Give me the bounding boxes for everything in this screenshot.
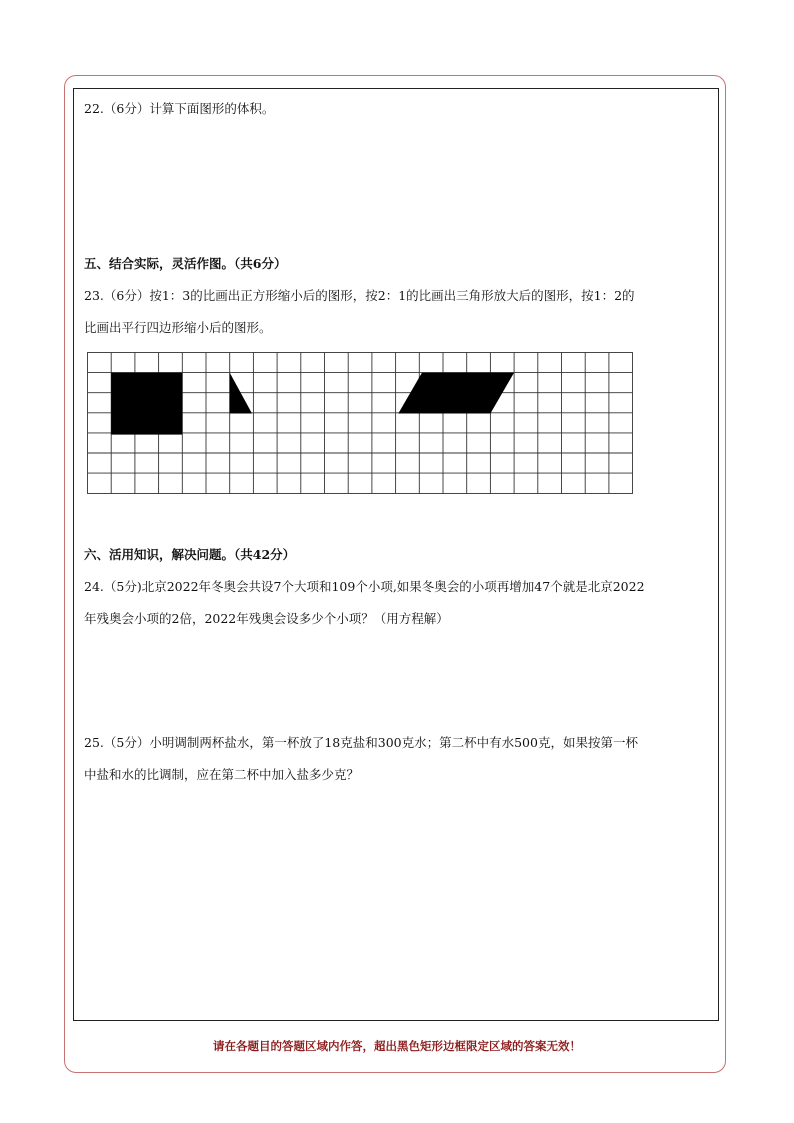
question-24-line-2: 年残奥会小项的2倍，2022年残奥会设多少个小项？（用方程解）: [84, 611, 449, 626]
question-25-line-2: 中盐和水的比调制，应在第二杯中加入盐多少克？: [84, 767, 360, 782]
question-22: 22.（6分）计算下面图形的体积。: [84, 101, 275, 116]
question-23-line-1: 23.（6分）按1：3的比画出正方形缩小后的图形，按2：1的比画出三角形放大后的图形，按1：2的: [84, 288, 635, 303]
section-5-heading: 五、结合实际，灵活作图。（共6分）: [84, 256, 287, 271]
section-6-heading: 六、活用知识，解决问题。（共42分）: [84, 547, 296, 562]
question-23-line-2: 比画出平行四边形缩小后的图形。: [84, 320, 272, 335]
answer-area-notice: 请在各题目的答题区域内作答，超出黑色矩形边框限定区域的答案无效！: [213, 1039, 581, 1053]
question-24-line-1: 24.（5分)北京2022年冬奥会共设7个大项和109个小项,如果冬奥会的小项再增加47个就是北京2022: [84, 579, 645, 594]
question-25-line-1: 25.（5分）小明调制两杯盐水，第一杯放了18克盐和300克水；第二杯中有水500克，如果按第一杯: [84, 735, 638, 750]
drawing-grid: [87, 352, 635, 498]
parallelogram-shape: [398, 373, 514, 414]
square-shape: [111, 373, 182, 435]
